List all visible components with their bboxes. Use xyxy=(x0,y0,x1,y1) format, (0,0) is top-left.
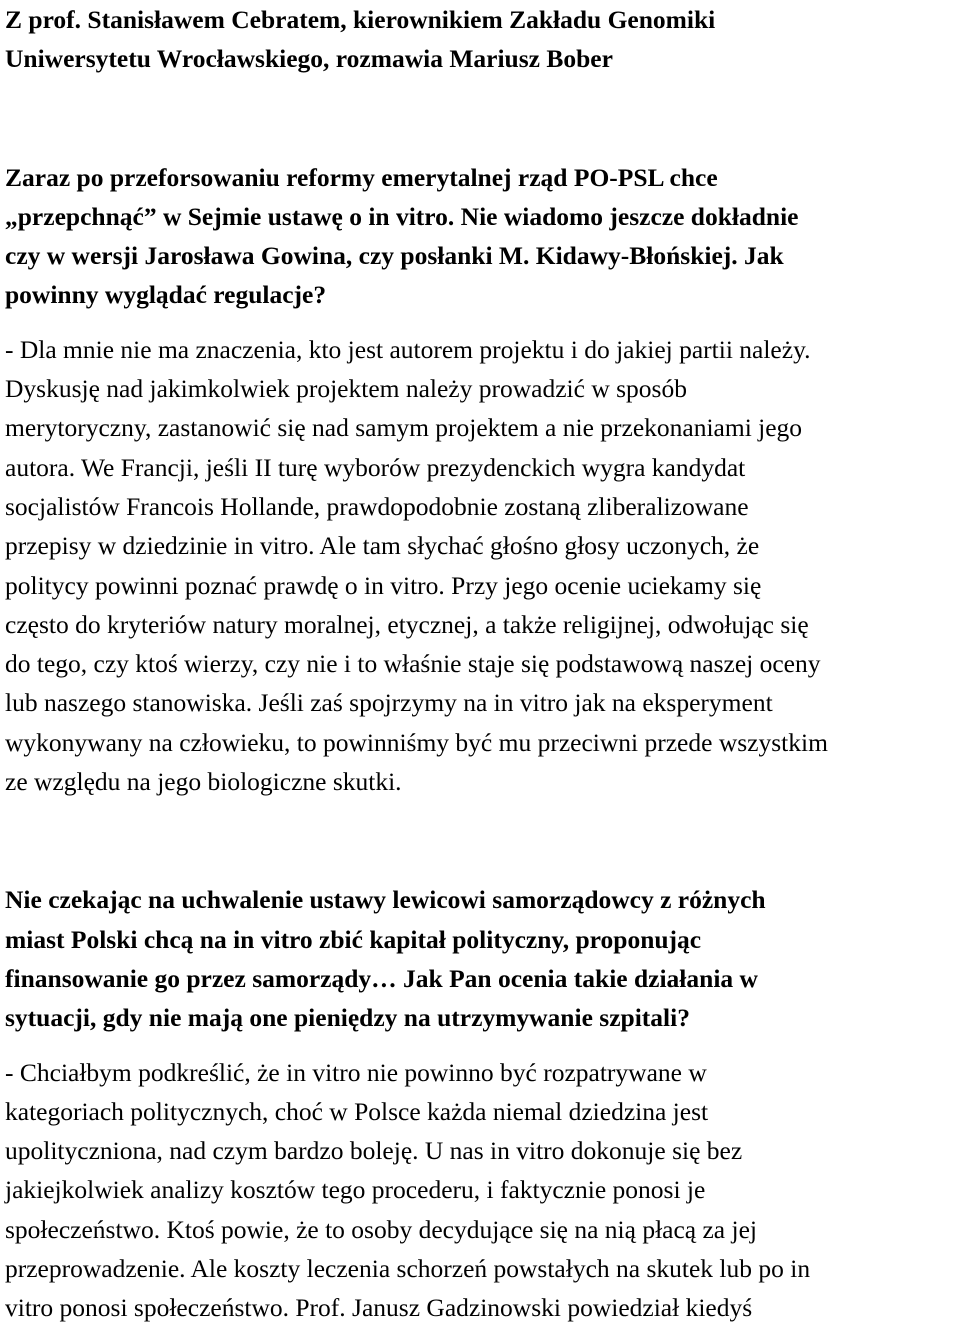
document-page xyxy=(5,0,957,1328)
answer-1: - Dla mnie nie ma znaczenia, kto jest autorem projektu i do jakiej partii należy. Dyskusję nad jakimkolwiek projektem należy prowadzić w sposób merytoryczny, zastanowić się nad samym projektem a nie przekonaniami jego autora. We Francji, jeśli II turę wyborów prezydenckich wygra kandydat socjalistów Francois Hollande, prawdopodobnie zostaną zliberalizowane przepisy w dziedzinie in vitro. Ale tam słychać głośno głosy uczonych, że politycy powinni poznać prawdę o in vitro. Przy jego ocenie uciekamy się często do kryteriów natury moralnej, etycznej, a także religijnej, odwołując się do tego, czy ktoś wierzy, czy nie i to właśnie staje się podstawową naszej oceny lub naszego stanowiska. Jeśli zaś spojrzymy na in vitro jak na eksperyment wykonywany na człowieku, to powinniśmy być mu przeciwni przede wszystkim ze względu na jego biologiczne skutki. xyxy=(5,334,828,797)
question-2: Nie czekając na uchwalenie ustawy lewicowi samorządowcy z różnych miast Polski chcą na in vitro zbić kapitał polityczny, proponując finansowanie go przez samorządy… Jak Pan ocenia takie działania w sytuacji, gdy nie mają one pieniędzy na utrzymywanie szpitali? xyxy=(5,885,766,1033)
interview-intro: Z prof. Stanisławem Cebratem, kierownikiem Zakładu Genomiki Uniwersytetu Wrocławskiego, rozmawia Mariusz Bober xyxy=(5,5,716,74)
question-1: Zaraz po przeforsowaniu reformy emerytalnej rząd PO-PSL chce „przepchnąć” w Sejmie ustawę o in vitro. Nie wiadomo jeszcze dokładnie czy w wersji Jarosława Gowina, czy posłanki M. Kidawy-Błońskiej. Jak powinny wyglądać regulacje? xyxy=(5,162,799,310)
answer-2: - Chciałbym podkreślić, że in vitro nie powinno być rozpatrywane w kategoriach politycznych, choć w Polsce każda niemal dziedzina jest upolityczniona, nad czym bardzo boleję. U nas in vitro dokonuje się bez jakiejkolwiek analizy kosztów tego procederu, i faktycznie ponosi je społeczeństwo. Ktoś powie, że to osoby decydujące się na nią płacą za jej przeprowadzenie. Ale koszty leczenia schorzeń powstałych na skutek lub po in vitro ponosi społeczeństwo. Prof. Janusz Gadzinowski powiedział kiedyś xyxy=(5,1057,811,1323)
